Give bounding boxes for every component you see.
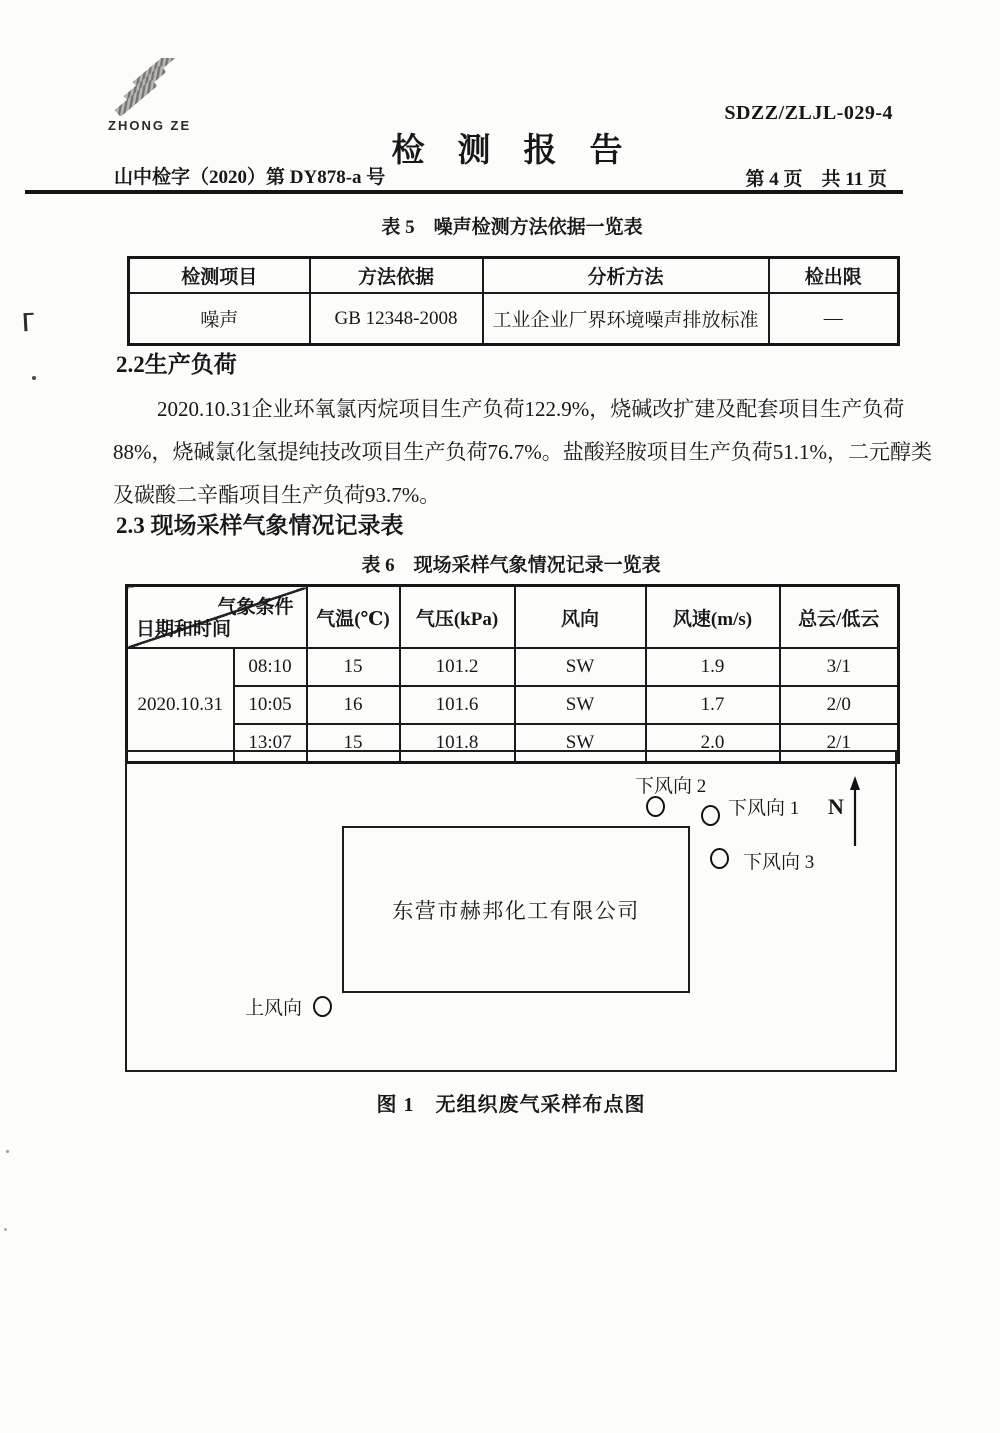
upwind-point-circle [313, 996, 332, 1017]
table6-cell-time: 13:07 [234, 724, 307, 763]
table6-cell-pressure: 101.6 [400, 686, 515, 724]
table5-cell-limit: — [769, 293, 899, 345]
table6-cell-cloud: 3/1 [780, 648, 899, 686]
logo-bars-icon [108, 58, 192, 116]
diagonal-label-datetime: 日期和时间 [136, 619, 232, 640]
report-title: 检 测 报 告 [391, 133, 623, 169]
paragraph-line: 2020.10.31企业环氧氯丙烷项目生产负荷122.9%，烧碱改扩建及配套项目生产负荷 [157, 397, 905, 421]
table6-cell-windspeed: 2.0 [646, 724, 780, 763]
table6-cell-cloud: 2/0 [780, 686, 899, 724]
table6-cell-cloud: 2/1 [780, 724, 899, 763]
table5-data-row [129, 293, 899, 345]
table6-diagonal-cell [127, 586, 307, 649]
downwind1-label: 下风向 1 [728, 798, 800, 819]
paragraph-line: 88%，烧碱氯化氢提纯技改项目生产负荷76.7%。盐酸羟胺项目生产负荷51.1%，二元醇类 [113, 440, 932, 464]
section-2-2-heading: 2.2生产负荷 [116, 352, 237, 377]
scan-mark [24, 313, 35, 331]
downwind3-label: 下风向 3 [743, 852, 815, 873]
zhongze-logo [108, 58, 192, 134]
table6-cell-pressure: 101.8 [400, 724, 515, 763]
diagonal-label-weather: 气象条件 [217, 597, 294, 618]
scan-mark [32, 376, 36, 380]
table6-row [127, 648, 899, 686]
table6-cell-winddir: SW [515, 724, 646, 763]
table6-cell-pressure: 101.2 [400, 648, 515, 686]
scan-mark [6, 1150, 9, 1153]
table6-header-winddir: 风向 [515, 586, 646, 649]
table5-header-limit: 检出限 [769, 258, 899, 294]
table6-row [127, 686, 899, 724]
page-number: 第 4 页 共 11 页 [745, 169, 887, 190]
figure1-sampling-diagram [125, 750, 897, 1072]
north-label: N [828, 794, 844, 819]
table6-cell-windspeed: 1.7 [646, 686, 780, 724]
upwind-label: 上风向 [245, 998, 303, 1019]
report-number: 山中检字（2020）第 DY878-a 号 [114, 167, 386, 188]
downwind1-point-circle [701, 805, 720, 826]
header-rule [25, 190, 903, 194]
table6-cell-winddir: SW [515, 686, 646, 724]
table6-header-row [127, 586, 899, 649]
table5-cell-method: GB 12348-2008 [310, 293, 483, 345]
table6-cell-date: 2020.10.31 [127, 648, 234, 763]
table6-cell-windspeed: 1.9 [646, 648, 780, 686]
table5-header-row [129, 258, 899, 294]
table5-header-method: 方法依据 [310, 258, 483, 294]
table5-cell-item: 噪声 [129, 293, 310, 345]
table6-header-windspeed: 风速(m/s) [646, 586, 780, 649]
table5-noise-method [127, 256, 900, 346]
figure1-caption: 图 1 无组织废气采样布点图 [376, 1094, 646, 1116]
table6-cell-temp: 16 [307, 686, 400, 724]
table6-cell-winddir: SW [515, 648, 646, 686]
table6-weather-record [125, 584, 900, 764]
table6-header-temp: 气温(℃) [307, 586, 400, 649]
table5-header-analysis: 分析方法 [483, 258, 769, 294]
production-load-paragraph [113, 388, 932, 517]
table5-caption: 表 5 噪声检测方法依据一览表 [381, 217, 643, 238]
table6-cell-temp: 15 [307, 724, 400, 763]
table6-header-pressure: 气压(kPa) [400, 586, 515, 649]
paragraph-line: 及碳酸二辛酯项目生产负荷93.7%。 [113, 483, 441, 507]
doc-code: SDZZ/ZLJL-029-4 [724, 102, 893, 124]
table6-cell-time: 10:05 [234, 686, 307, 724]
downwind3-point-circle [710, 848, 729, 869]
table5-cell-analysis: 工业企业厂界环境噪声排放标准 [483, 293, 769, 345]
factory-boundary-rect [342, 826, 690, 993]
table6-cell-temp: 15 [307, 648, 400, 686]
company-name: 东营市赫邦化工有限公司 [392, 898, 640, 923]
scan-mark [4, 1228, 7, 1231]
table6-cell-time: 08:10 [234, 648, 307, 686]
table6-header-cloud: 总云/低云 [780, 586, 899, 649]
downwind2-label: 下风向 2 [635, 776, 707, 797]
north-arrow-icon [846, 776, 864, 848]
downwind2-point-circle [646, 796, 665, 817]
section-2-3-heading: 2.3 现场采样气象情况记录表 [116, 513, 404, 538]
logo-text: ZHONG ZE [108, 118, 192, 133]
table5-header-item: 检测项目 [129, 258, 310, 294]
table6-caption: 表 6 现场采样气象情况记录一览表 [361, 555, 661, 576]
